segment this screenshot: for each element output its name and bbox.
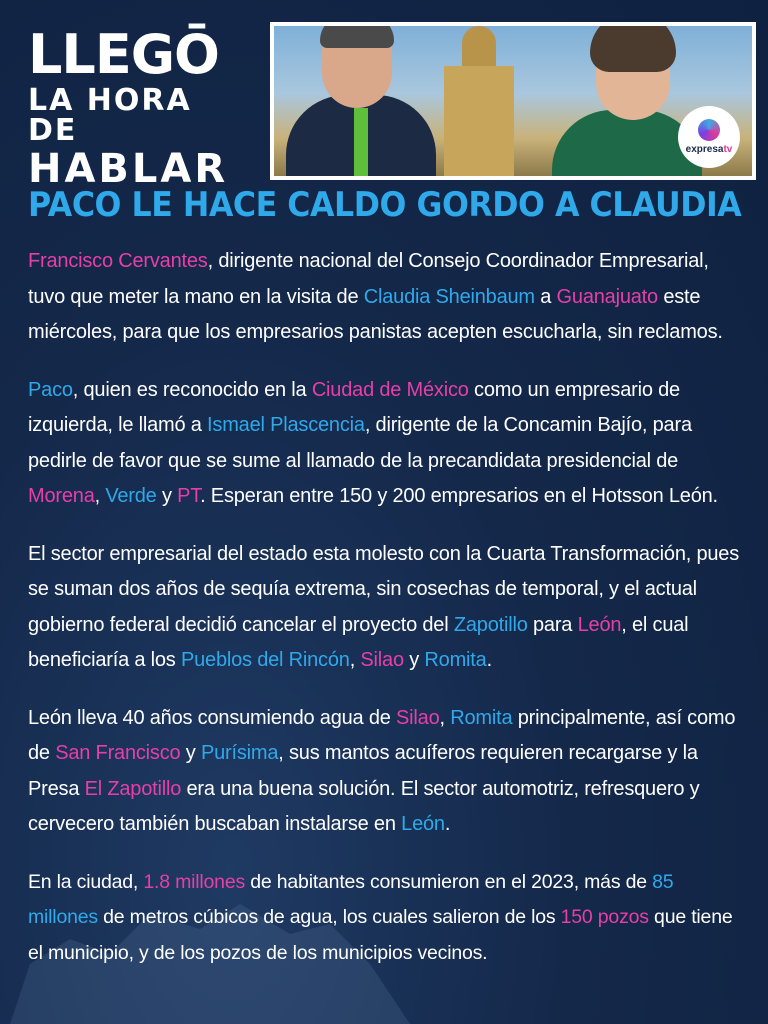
highlighted-name: Claudia Sheinbaum [363,285,535,308]
paragraph-text: , dirigente de la Concamin Bajío, para pedirle de favor que se sume al llamado de la precandidata presidencial de [28,414,692,472]
paragraph-text: En la ciudad, [28,870,144,893]
highlighted-name: Zapotillo [453,613,528,636]
paragraph-text: para [527,613,578,636]
paragraph-text: . Esperan entre 150 y 200 empresarios en el Hotsson León. [200,485,718,507]
highlighted-name: Silao [360,649,404,671]
highlighted-name: Francisco Cervantes [28,250,208,272]
highlighted-name: Verde [105,485,157,507]
paragraph-text: y [403,649,425,671]
paragraph-text: , el cual beneficiaría a los [28,613,689,671]
paragraph-text: de habitantes consumieron en el 2023, más de [245,870,653,893]
paragraph-text: que tiene el municipio, y de los pozos de los municipios vecinos. [28,906,733,964]
logo-line-2: LA HORA DE [28,83,192,148]
highlighted-name: El Zapotillo [84,777,182,800]
paragraph-text: , sus mantos acuíferos requieren recargarse y la Presa [28,742,698,800]
paragraph-text: , quien es reconocido en la [72,378,312,401]
paragraph-text: . [486,649,492,671]
paragraph [28,701,743,843]
paragraph-text: a [534,285,557,308]
paragraph-text: era una buena solución. El sector automotriz, refresquero y cervecero también buscaban instalarse en [28,777,700,835]
paragraph [28,373,743,515]
highlighted-name: Purísima [200,742,279,764]
highlighted-name: Ismael Plascencia [207,414,365,436]
logo-line-1: LLEGŌ [28,23,219,86]
highlighted-name: Pueblos del Rincón [180,649,350,671]
paragraph [28,865,743,972]
show-logo [28,23,253,192]
paragraph-text: , [349,649,361,671]
highlighted-name: San Francisco [55,742,181,764]
paragraph-text: . [444,813,451,835]
highlighted-name: León [401,813,445,835]
highlighted-name: Silao [396,706,440,729]
paragraph-text: este miércoles, para que los empresarios panistas acepten escucharla, sin reclamos. [28,285,723,343]
man-photo-hair [320,22,394,48]
expresatv-label [686,144,733,155]
paragraph [28,537,743,679]
highlighted-name: 1.8 millones [143,870,246,893]
man-photo-tie [354,108,368,176]
article-body [28,244,743,993]
paragraph-text: El sector empresarial del estado esta molesto con la Cuarta Transformación, pues se suman dos años de sequía extrema, sin cosechas de temporal, y el actual gobierno federal decidió cancelar el proyecto del [28,542,740,636]
highlighted-name: 85 millones [28,870,674,928]
paragraph-text: , [94,485,106,507]
paragraph-text: de metros cúbicos de agua, los cuales salieron de los [97,906,561,928]
logo-line-3: HABLAR [28,146,229,192]
headline: PACO LE HACE CALDO GORDO A CLAUDIA [28,185,742,225]
badge-brand-a: expresa [685,144,724,155]
hero-photo [270,22,756,180]
highlighted-name: Ciudad de México [311,378,469,401]
expresatv-logo-icon [698,119,720,141]
highlighted-name: Romita [424,649,487,671]
highlighted-name: 150 pozos [560,906,649,928]
highlighted-name: Morena [28,485,95,507]
badge-brand-b: tv [723,144,733,155]
paragraph-text: , dirigente nacional del Consejo Coordinador Empresarial, tuvo que meter la mano en la visita de [28,250,709,308]
expresatv-badge [678,106,740,168]
paragraph-text: principalmente, así como de [28,706,736,764]
paragraph-text: , [439,706,451,729]
paragraph-text: y [156,485,178,507]
woman-photo-hair [590,22,676,72]
highlighted-name: Romita [450,706,513,729]
paragraph-text: y [180,742,201,764]
highlighted-name: PT [177,485,201,507]
highlighted-name: León [577,613,622,636]
paragraph [28,244,743,351]
paragraph-text: León lleva 40 años consumiendo agua de [28,706,397,729]
church-building-shape [444,66,514,176]
highlighted-name: Guanajuato [556,285,658,308]
paragraph-text: como un empresario de izquierda, le llamó a [28,378,680,436]
highlighted-name: Paco [28,378,73,401]
